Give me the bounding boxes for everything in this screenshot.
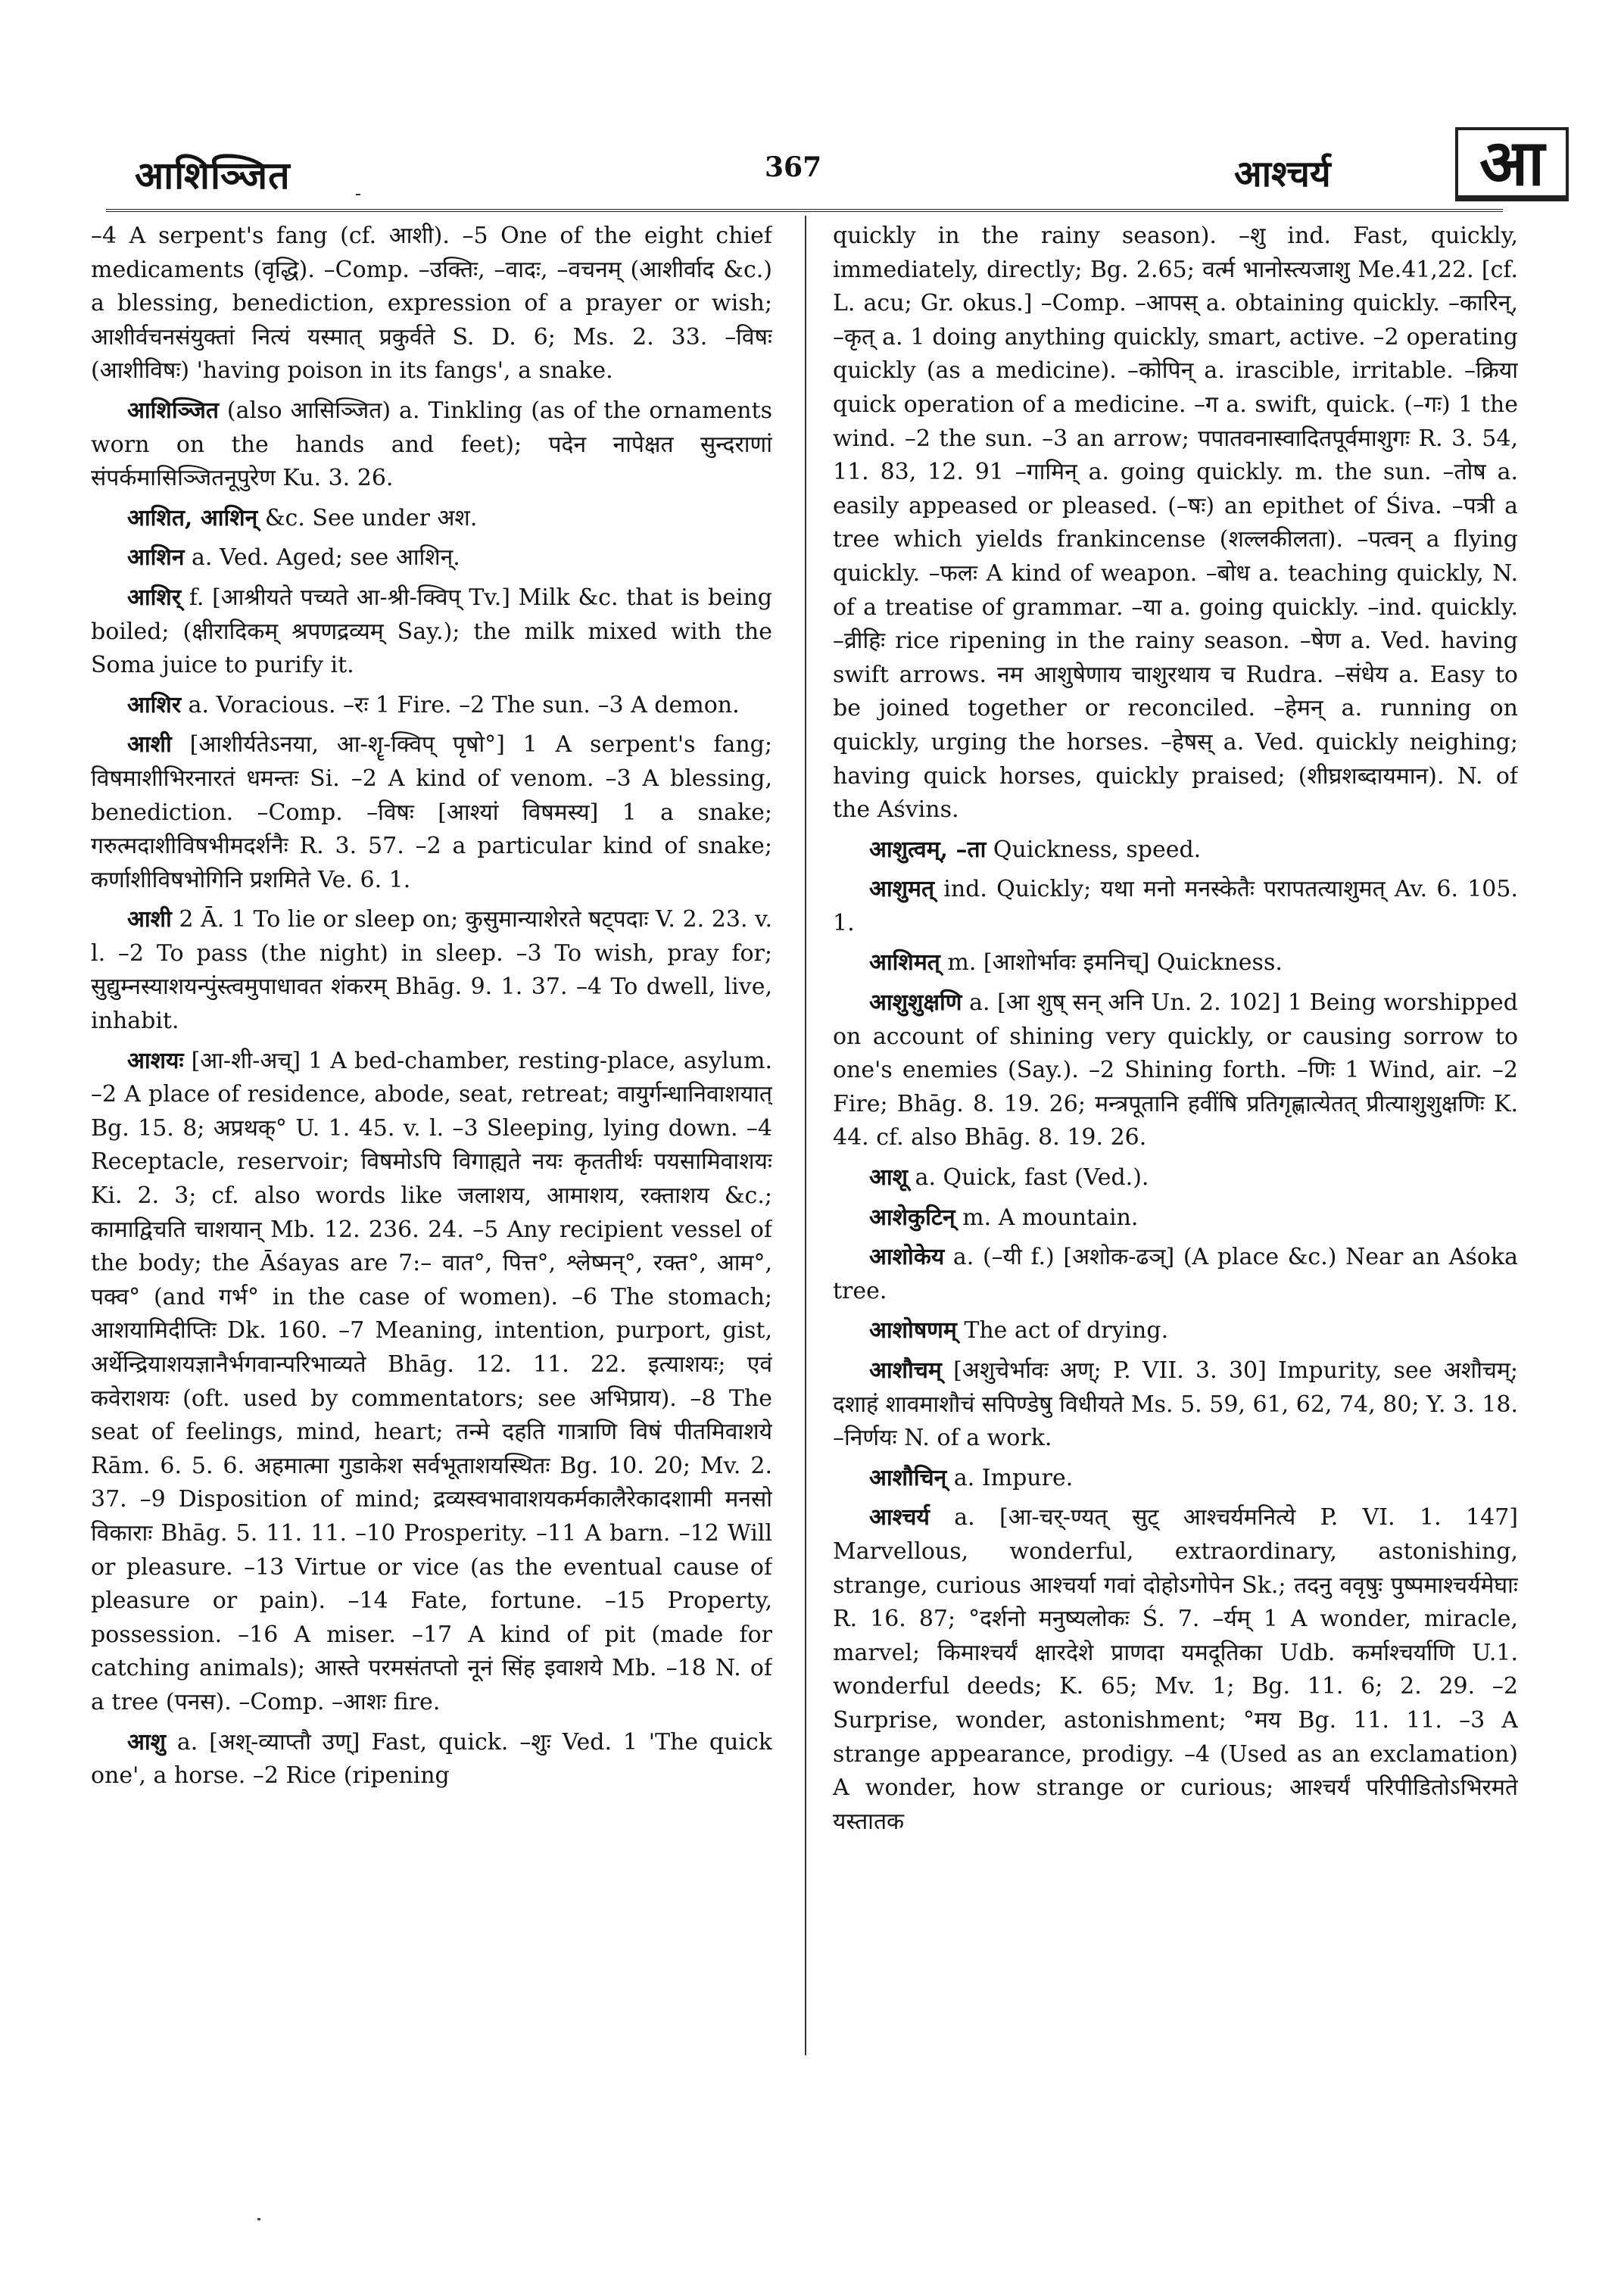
- entry-headword: आशी: [127, 906, 172, 933]
- dictionary-entry: [91, 1726, 772, 1793]
- entry-headword: आशिर्: [127, 584, 182, 611]
- entry-headword: आशी: [127, 731, 172, 759]
- dictionary-entry: [91, 728, 772, 897]
- entry-definition: a. Quick, fast (Ved.).: [908, 1164, 1149, 1192]
- entry-headword: आशुत्वम्, –ता: [869, 836, 987, 863]
- dictionary-entry: [833, 986, 1518, 1155]
- entry-headword: आशिमत्: [869, 949, 940, 977]
- entry-headword: आशिर: [127, 691, 182, 718]
- entry-headword: आश्चर्य: [869, 1504, 930, 1531]
- entry-definition: f. [आश्रीयते पच्यते आ-श्री-क्विप् Tv.] Milk &c. that is being boiled; (क्षीरादिकम् श्रपणद्रव्यम् Say.); the milk mixed with the Soma juice to purify it.: [91, 584, 772, 679]
- entry-definition: a. Ved. Aged; see आशिन्.: [184, 544, 460, 572]
- entry-definition: [आ-शी-अच्] 1 A bed-chamber, resting-place, asylum. –2 A place of residence, abode, seat, retreat; वायुर्गन्धानिवाशयात् Bg. 15. 8; अप्रथक्° U. 1. 45. v. l. –3 Sleeping, lying down. –4 Receptacle, reservoir; विषमोऽपि विगाह्यते नयः कृततीर्थः पयसामिवाशयः Ki. 2. 3; cf. also words like जलाशय, आमाशय, रक्ताशय &c.; कामाद्विचति चाशयान् Mb. 12. 236. 24. –5 Any recipient vessel of the body; the Āśayas are 7:– वात°, पित्त°, श्लेष्मन्°, रक्त°, आम°, पक्व° (and गर्भ° in the case of women). –6 The stomach; आशयामिदीप्तिः Dk. 160. –7 Meaning, intention, purport, gist, अर्थेन्द्रियाशयज्ञानैर्भगवान्परिभाव्यते Bhāg. 12. 11. 22. इत्याशयः; एवं कवेराशयः (oft. used by commentators; see अभिप्राय). –8 The seat of feelings, mind, heart; तन्मे दहति गात्राणि विषं पीतमिवाशये Rām. 6. 5. 6. अहमात्मा गुडाकेश सर्वभूताशयस्थितः Bg. 10. 20; Mv. 2. 37. –9 Disposition of mind; द्रव्यस्वभावाशयकर्मकालैरेकादशामी मनसो विकाराः Bhāg. 5. 11. 11. –10 Prosperity. –11 A barn. –12 Will or pleasure. –13 Virtue or vice (as the eventual cause of pleasure or pain). –14 Fate, fortune. –15 Property, possession. –16 A miser. –17 A kind of pit (made for catching animals); आस्ते परमसंतप्तो नूनं सिंह इवाशये Mb. –18 N. of a tree (पनस). –Comp. –आशः fire.: [91, 1047, 772, 1715]
- entry-headword: आशु: [127, 1728, 167, 1756]
- running-headword-right: आश्चर्य: [1234, 153, 1331, 195]
- dictionary-entry: [91, 581, 772, 683]
- entry-headword: आशिञ्जित: [127, 397, 219, 424]
- header-tick-mark: [356, 194, 360, 195]
- dictionary-entry: [833, 1201, 1518, 1235]
- entry-definition: m. A mountain.: [955, 1204, 1139, 1231]
- entry-definition: quickly in the rainy season). –शु ind. Fast, quickly, immediately, directly; Bg. 2.65; वर्त्म भानोस्त्यजाशु Me.41,22. [cf. L. acu; Gr. okus.] –Comp. –आपस् a. obtaining quickly. –कारिन्, –कृत् a. 1 doing anything quickly, smart, active. –2 operating quickly (as a medicine). –कोपिन् a. irascible, irritable. –क्रिया quick operation of a medicine. –ग a. swift, quick. (–गः) 1 the wind. –2 the sun. –3 an arrow; पपातवनास्वादितपूर्वमाशुगः R. 3. 54, 11. 83, 12. 91 –गामिन् a. going quickly. m. the sun. –तोष a. easily appeased or pleased. (–षः) an epithet of Śiva. –पत्री a tree which yields frankincense (शल्लकीलता). –पत्वन् a flying quickly. –फलः A kind of weapon. –बोध a. teaching quickly, N. of a treatise of grammar. –या a. going quickly. –ind. quickly. –व्रीहिः rice ripening in the rainy season. –षेण a. Ved. having swift arrows. नम आशुषेणाय चाशुरथाय च Rudra. –संधेय a. Easy to be joined together or reconciled. –हेमन् a. running on quickly, urging the horses. –हेषस् a. Ved. quickly neighing; having quick horses, quickly praised; (शीघ्रशब्दायमान). N. of the Aśvins.: [833, 223, 1518, 824]
- entry-definition: a. [आ शुष् सन् अनि Un. 2. 102] 1 Being worshipped on account of shining very quickly, or causing sorrow to one's enemies (Say.). –2 Shining forth. –णिः 1 Wind, air. –2 Fire; Bhāg. 8. 19. 26; मन्त्रपूतानि हवींषि प्रतिगृह्णात्येतत् प्रीत्याशुशुक्षणिः K. 44. cf. also Bhāg. 8. 19. 26.: [833, 989, 1518, 1151]
- entry-headword: आशोकेय: [869, 1244, 945, 1271]
- entry-definition: a. (–यी f.) [अशोक-ढञ्] (A place &c.) Near an Aśoka tree.: [833, 1244, 1518, 1304]
- dictionary-entry: [833, 1161, 1518, 1195]
- entry-headword: आशयः: [127, 1047, 184, 1074]
- left-column: [91, 220, 772, 2059]
- entry-headword: आशिन: [127, 544, 185, 572]
- dictionary-entry: [833, 1241, 1518, 1308]
- entry-definition: 2 Ā. 1 To lie or sleep on; कुसुमान्याशेरते षट्पदाः V. 2. 23. v. l. –2 To pass (the night) in sleep. –3 To wish, pray for; सुद्युम्नस्याशयन्पुंस्त्वमुपाधावत शंकरम् Bhāg. 9. 1. 37. –4 To dwell, live, inhabit.: [91, 906, 772, 1035]
- dictionary-entry: [833, 1462, 1518, 1496]
- entry-definition: –4 A serpent's fang (cf. आशी). –5 One of the eight chief medicaments (वृद्धि). –Comp. –उक्तिः, –वादः, –वचनम् (आशीर्वाद &c.) a blessing, benediction, expression of a prayer or wish; आशीर्वचनसंयुक्तां नित्यं यस्मात् प्रकुर्वते S. D. 6; Ms. 2. 33. –विषः (आशीविषः) 'having poison in its fangs', a snake.: [91, 223, 772, 385]
- entry-headword: आशौचिन्: [869, 1464, 947, 1491]
- page-number: 367: [765, 151, 822, 183]
- entry-headword: आशुमत्: [869, 876, 935, 903]
- entry-definition: a. Voracious. –रः 1 Fire. –2 The sun. –3 A demon.: [181, 691, 740, 718]
- entry-headword: आशेकुटिन्: [869, 1204, 955, 1231]
- dictionary-entry: [91, 220, 772, 388]
- entry-definition: &c. See under अश.: [257, 504, 478, 531]
- entry-definition: ind. Quickly; यथा मनो मनस्केतैः परापतत्याशुमत् Av. 6. 105. 1.: [833, 876, 1518, 936]
- entry-definition: [अशुचेर्भावः अण्; P. VII. 3. 30] Impurity, see अशौचम्; दशाहं शावमाशौचं सपिण्डेषु विधीयते Ms. 5. 59, 61, 62, 74, 80; Y. 3. 18. –निर्णयः N. of a work.: [833, 1357, 1518, 1452]
- entry-definition: [आशीर्यतेऽनया, आ-शॄ-क्विप् पृषो°] 1 A serpent's fang; विषमाशीभिरनारतं धमन्तः Si. –2 A kind of venom. –3 A blessing, benediction. –Comp. –विषः [आश्यां विषमस्य] 1 a snake; गरुत्मदाशीविषभीमदर्शनैः R. 3. 57. –2 a particular kind of snake; कर्णाशीविषभोगिनि प्रशमिते Ve. 6. 1.: [91, 731, 772, 893]
- page-header: [0, 0, 1624, 212]
- dictionary-entry: [833, 1314, 1518, 1348]
- dictionary-entry: [91, 502, 772, 536]
- dictionary-entry: [833, 946, 1518, 980]
- entry-definition: The act of drying.: [956, 1317, 1169, 1344]
- entry-definition: Quickness, speed.: [986, 836, 1202, 863]
- entry-definition: m. [आशोर्भावः इमनिच्] Quickness.: [940, 949, 1283, 977]
- dictionary-entry: [91, 541, 772, 575]
- page-speck: [257, 2218, 260, 2220]
- entry-definition: (also आसिञ्जित) a. Tinkling (as of the ornaments worn on the hands and feet); पदेन नापेक्षत सुन्दराणां संपर्कमासिञ्जितनूपुरेण Ku. 3. 26.: [91, 397, 772, 492]
- entry-headword: आशौचम्: [869, 1357, 942, 1384]
- dictionary-entry: [91, 1045, 772, 1720]
- running-headword-left: आशिञ्जित: [135, 153, 291, 198]
- dictionary-entry: [91, 394, 772, 496]
- dictionary-entry: [91, 689, 772, 723]
- right-column: [833, 220, 1518, 2059]
- entry-definition: a. [अश्-व्याप्तौ उण्] Fast, quick. –शुः Ved. 1 'The quick one', a horse. –2 Rice (ripening: [91, 1728, 772, 1790]
- entry-definition: a. [आ-चर्-ण्यत् सुट् आश्चर्यमनित्ये P. VI. 1. 147] Marvellous, wonderful, extraordinary, astonishing, strange, curious आश्चर्या गवां दोहोऽगोपेन Sk.; तदनु ववृषुः पुष्पमाश्चर्यमेघाः R. 16. 87; °दर्शनो मनुष्यलोकः Ś. 7. –र्यम् 1 A wonder, miracle, marvel; किमाश्चर्यं क्षारदेशे प्राणदा यमदूतिका Udb. कर्माश्चर्याणि U.1. wonderful deeds; K. 65; Mv. 1; Bg. 11. 6; 2. 29. –2 Surprise, wonder, astonishment; °मय Bg. 11. 11. –3 A strange appearance, prodigy. –4 (Used as an exclamation) A wonder, how strange or curious; आश्चर्यं परिपीडितोऽभिरमते यस्तातक: [833, 1504, 1518, 1835]
- entry-headword: आशित, आशिन्: [127, 504, 258, 531]
- dictionary-entry: [91, 903, 772, 1038]
- entry-definition: a. Impure.: [946, 1464, 1074, 1491]
- entry-headword: आशुशुक्षणि: [869, 989, 962, 1017]
- dictionary-entry: [833, 220, 1518, 827]
- dictionary-entry: [833, 1501, 1518, 1839]
- column-divider: [805, 216, 806, 2055]
- section-letter-tab: आ: [1455, 127, 1569, 201]
- header-rule: [106, 209, 1503, 212]
- dictionary-entry: [833, 833, 1518, 868]
- dictionary-entry: [833, 873, 1518, 940]
- entry-headword: आशोषणम्: [869, 1317, 957, 1344]
- dictionary-entry: [833, 1354, 1518, 1456]
- entry-headword: आशू: [869, 1164, 909, 1192]
